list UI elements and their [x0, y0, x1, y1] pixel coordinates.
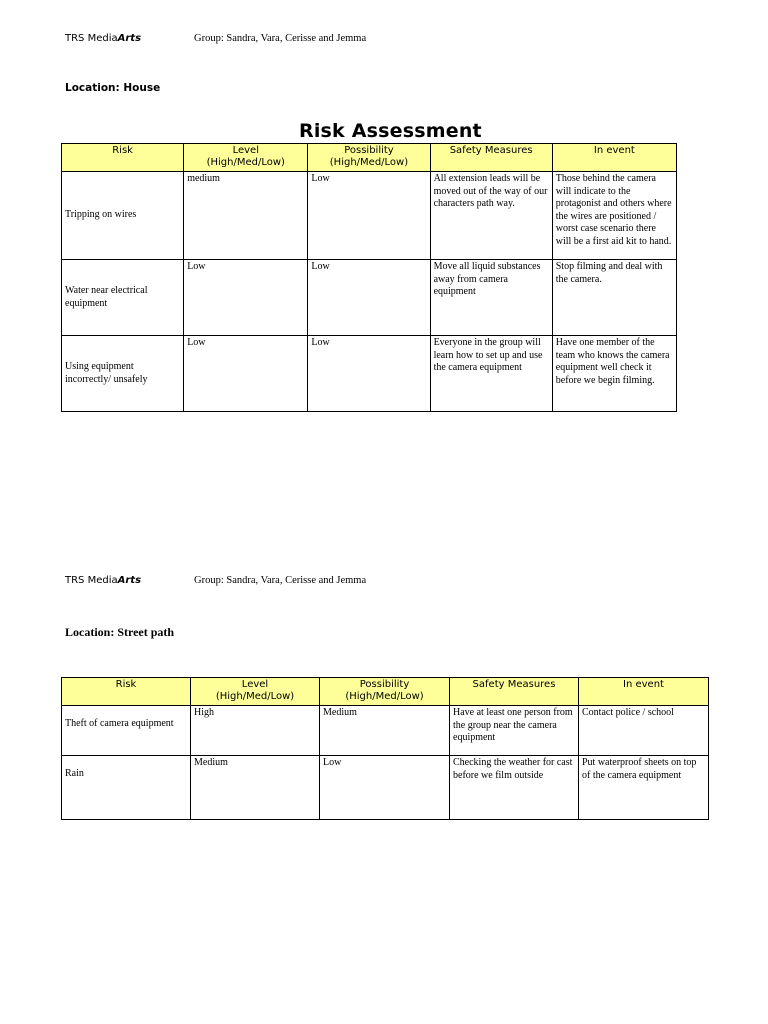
table-header-row — [62, 144, 677, 172]
possibility-cell: Low — [308, 260, 430, 336]
location-label: Location: Street path — [65, 625, 175, 639]
header-in-event: In event — [579, 678, 709, 706]
in-event-cell: Put waterproof sheets on top of the camera equipment — [579, 756, 709, 820]
in-event-cell: Have one member of the team who knows the camera equipment well check it before we begin filming. — [552, 336, 676, 412]
brand-prefix: TRS Media — [65, 575, 118, 586]
header-level: Level (High/Med/Low) — [184, 144, 308, 172]
brand-header — [65, 33, 141, 44]
page-title: Risk Assessment — [299, 120, 482, 142]
level-cell: medium — [184, 172, 308, 260]
level-cell: Low — [184, 260, 308, 336]
safety-cell: Move all liquid substances away from camera equipment — [430, 260, 552, 336]
possibility-cell: Medium — [320, 706, 450, 756]
safety-cell: Have at least one person from the group near the camera equipment — [450, 706, 579, 756]
header-possibility: Possibility (High/Med/Low) — [308, 144, 430, 172]
brand-prefix: TRS Media — [65, 33, 118, 44]
header-risk: Risk — [62, 144, 184, 172]
risk-cell: Water near electrical equipment — [62, 260, 184, 336]
table-row — [62, 756, 709, 820]
table-row — [62, 260, 677, 336]
possibility-cell: Low — [308, 336, 430, 412]
possibility-cell: Low — [308, 172, 430, 260]
in-event-cell: Those behind the camera will indicate to the protagonist and others where the wires are positioned / worst case scenario there will be a first aid kit to hand. — [552, 172, 676, 260]
safety-cell: Everyone in the group will learn how to set up and use the camera equipment — [430, 336, 552, 412]
possibility-cell: Low — [320, 756, 450, 820]
header-level: Level (High/Med/Low) — [191, 678, 320, 706]
table-row — [62, 172, 677, 260]
group-members: Group: Sandra, Vara, Cerisse and Jemma — [194, 575, 367, 586]
safety-cell: All extension leads will be moved out of the way of our characters path way. — [430, 172, 552, 260]
risk-cell: Using equipment incorrectly/ unsafely — [62, 336, 184, 412]
risk-table-house — [61, 143, 677, 412]
header-risk: Risk — [62, 678, 191, 706]
brand-suffix: Arts — [117, 575, 142, 586]
brand-header — [65, 575, 141, 586]
level-cell: High — [191, 706, 320, 756]
header-in-event: In event — [552, 144, 676, 172]
header-safety-measures: Safety Measures — [430, 144, 552, 172]
table-row — [62, 706, 709, 756]
brand-suffix: Arts — [117, 33, 142, 44]
risk-cell: Tripping on wires — [62, 172, 184, 260]
level-cell: Medium — [191, 756, 320, 820]
level-cell: Low — [184, 336, 308, 412]
header-possibility: Possibility (High/Med/Low) — [320, 678, 450, 706]
location-label: Location: House — [65, 82, 161, 94]
table-row — [62, 336, 677, 412]
in-event-cell: Stop filming and deal with the camera. — [552, 260, 676, 336]
header-safety-measures: Safety Measures — [450, 678, 579, 706]
risk-cell: Theft of camera equipment — [62, 706, 191, 756]
table-header-row — [62, 678, 709, 706]
risk-table-street — [61, 677, 709, 820]
group-members: Group: Sandra, Vara, Cerisse and Jemma — [194, 33, 367, 44]
safety-cell: Checking the weather for cast before we film outside — [450, 756, 579, 820]
risk-cell: Rain — [62, 756, 191, 820]
in-event-cell: Contact police / school — [579, 706, 709, 756]
